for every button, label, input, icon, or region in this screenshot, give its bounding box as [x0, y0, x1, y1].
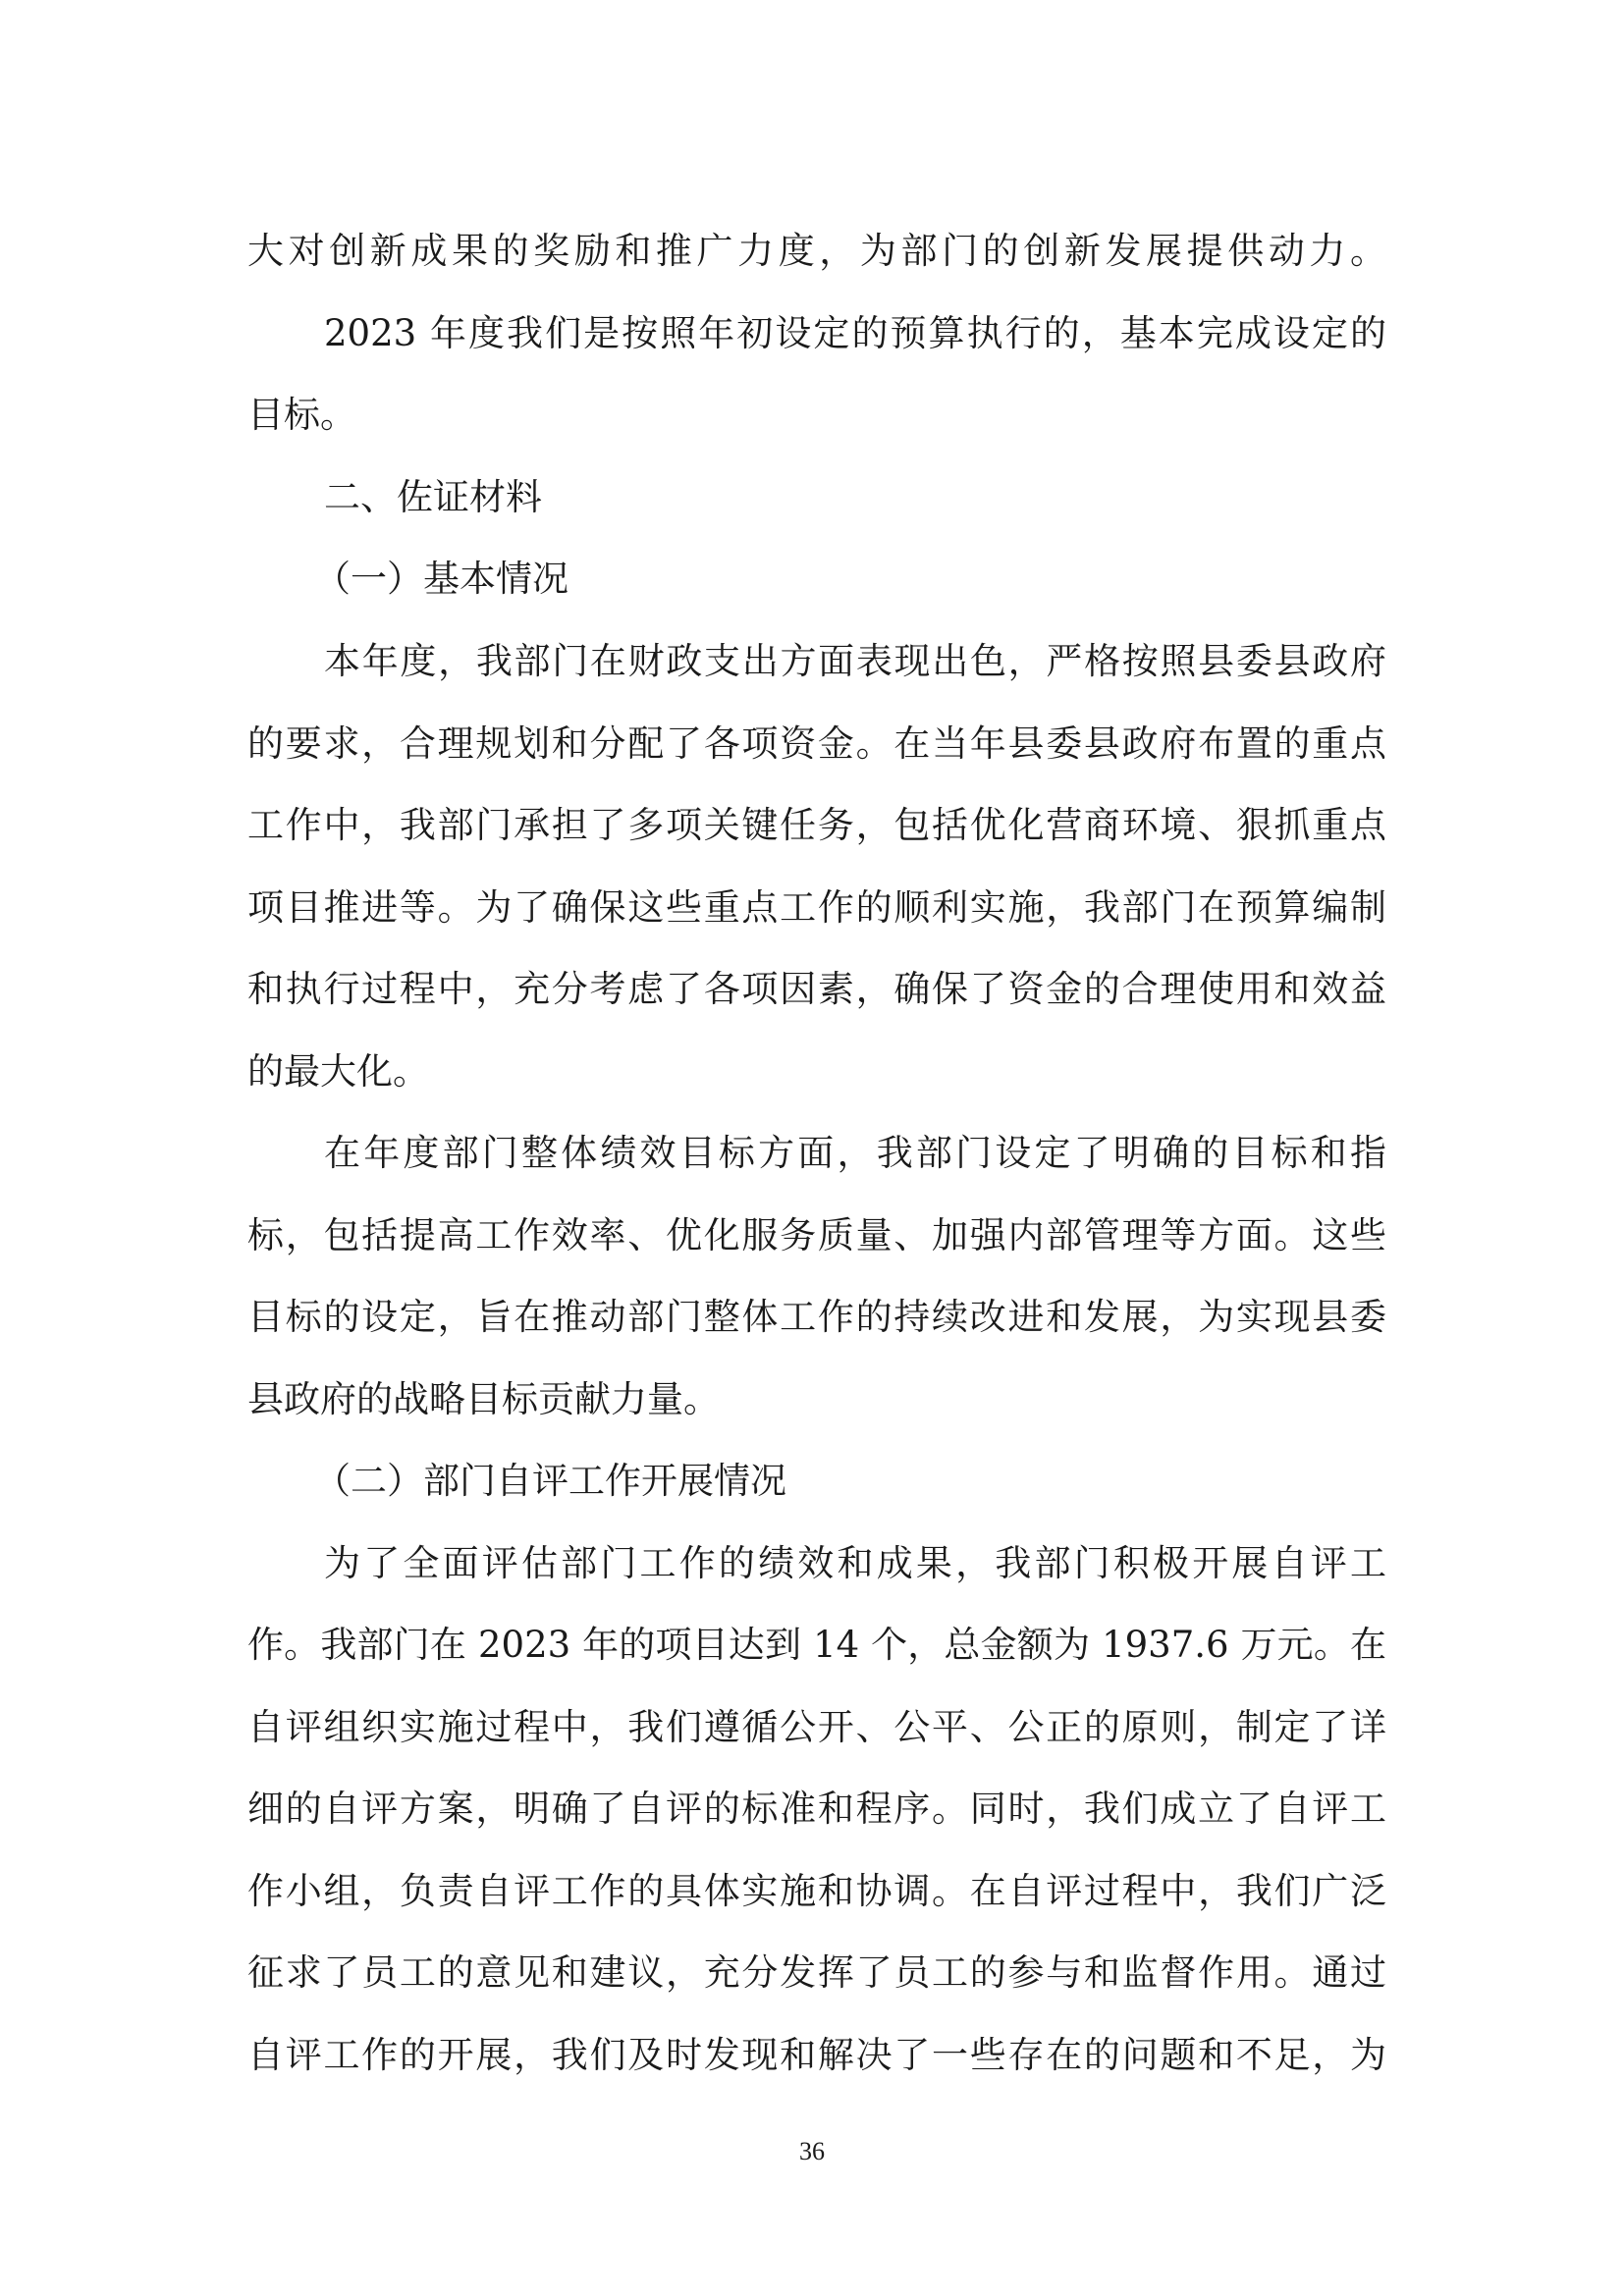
paragraph-line: 2023 年度我们是按照年初设定的预算执行的，基本完成设定的: [324, 312, 1386, 354]
paragraph-line: 作。我部门在 2023 年的项目达到 14 个，总金额为 1937.6 万元。在: [247, 1624, 1386, 1666]
paragraph-line: 和执行过程中，充分考虑了各项因素，确保了资金的合理使用和效益: [247, 968, 1386, 1010]
paragraph-line: 自评工作的开展，我们及时发现和解决了一些存在的问题和不足，为: [247, 2034, 1386, 2076]
paragraph-line: 县政府的战略目标贡献力量。: [247, 1378, 720, 1420]
paragraph-line: 工作中，我部门承担了多项关键任务，包括优化营商环境、狠抓重点: [247, 804, 1386, 846]
paragraph-line: 细的自评方案，明确了自评的标准和程序。同时，我们成立了自评工: [247, 1788, 1386, 1830]
paragraph-line: 的最大化。: [247, 1050, 429, 1093]
paragraph-line: 的要求，合理规划和分配了各项资金。在当年县委县政府布置的重点: [247, 722, 1386, 765]
paragraph-line: 在年度部门整体绩效目标方面，我部门设定了明确的目标和指: [324, 1132, 1386, 1174]
paragraph-line: 征求了员工的意见和建议，充分发挥了员工的参与和监督作用。通过: [247, 1951, 1386, 1994]
subsection-heading: （二）部门自评工作开展情况: [314, 1460, 786, 1502]
paragraph-line: 自评组织实施过程中，我们遵循公开、公平、公正的原则，制定了详: [247, 1706, 1386, 1748]
paragraph-line: 目标的设定，旨在推动部门整体工作的持续改进和发展，为实现县委: [247, 1296, 1386, 1338]
paragraph-line: 标，包括提高工作效率、优化服务质量、加强内部管理等方面。这些: [247, 1214, 1386, 1256]
paragraph-line: 本年度，我部门在财政支出方面表现出色，严格按照县委县政府: [324, 640, 1386, 682]
paragraph-line: 目标。: [247, 394, 356, 436]
subsection-heading: （一）基本情况: [314, 558, 568, 600]
paragraph-line: 项目推进等。为了确保这些重点工作的顺利实施，我部门在预算编制: [247, 886, 1386, 929]
section-heading: 二、佐证材料: [324, 476, 542, 518]
paragraph-line: 大对创新成果的奖励和推广力度，为部门的创新发展提供动力。: [247, 230, 1386, 272]
paragraph-line: 作小组，负责自评工作的具体实施和协调。在自评过程中，我们广泛: [247, 1870, 1386, 1912]
paragraph-line: 为了全面评估部门工作的绩效和成果，我部门积极开展自评工: [324, 1542, 1386, 1584]
page-number: 36: [799, 2137, 825, 2165]
